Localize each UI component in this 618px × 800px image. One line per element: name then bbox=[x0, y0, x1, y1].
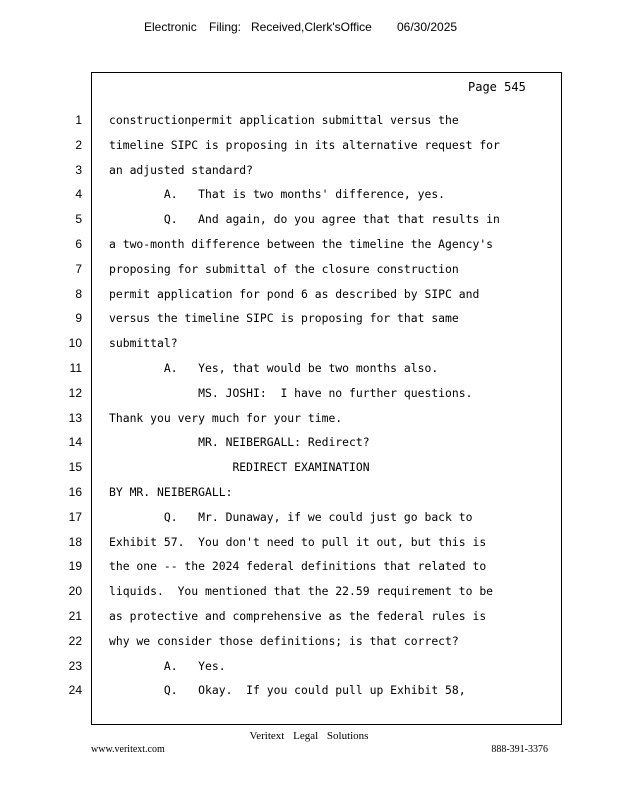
transcript-line bbox=[0, 108, 618, 132]
line-number: 20 bbox=[68, 584, 82, 599]
transcript-line bbox=[0, 306, 618, 330]
transcript-line bbox=[0, 406, 618, 430]
transcript-line bbox=[0, 257, 618, 281]
line-text: why we consider those definitions; is that correct? bbox=[109, 633, 459, 648]
line-number: 24 bbox=[68, 683, 82, 698]
line-number: 16 bbox=[68, 485, 82, 499]
transcript-line bbox=[0, 455, 618, 479]
line-number: 22 bbox=[68, 633, 82, 648]
header-filing: Filing: bbox=[209, 20, 242, 34]
header-received: Received,Clerk'sOffice bbox=[251, 20, 372, 34]
transcript-line bbox=[0, 629, 618, 653]
line-number: 23 bbox=[68, 658, 82, 673]
line-text: BY MR. NEIBERGALL: bbox=[109, 485, 233, 499]
line-text: constructionpermit application submittal versus the bbox=[109, 113, 459, 127]
transcript-line bbox=[0, 182, 618, 206]
transcript-line bbox=[0, 331, 618, 355]
transcript-line bbox=[0, 207, 618, 231]
transcript-line bbox=[0, 654, 618, 678]
line-text: versus the timeline SIPC is proposing for that same bbox=[109, 311, 459, 326]
line-text: Q. And again, do you agree that that results in bbox=[109, 212, 500, 227]
transcript-line bbox=[0, 505, 618, 529]
line-number: 11 bbox=[69, 361, 82, 375]
line-text: A. That is two months' difference, yes. bbox=[109, 187, 446, 202]
line-text: the one -- the 2024 federal definitions that related to bbox=[109, 559, 487, 574]
line-number: 12 bbox=[68, 385, 82, 400]
transcript-line bbox=[0, 604, 618, 628]
line-text: proposing for submittal of the closure construction bbox=[109, 261, 459, 276]
line-text: submittal? bbox=[109, 336, 178, 351]
line-number: 18 bbox=[68, 534, 82, 549]
line-number: 21 bbox=[68, 609, 82, 623]
line-text: MS. JOSHI: I have no further questions. bbox=[109, 385, 473, 400]
line-text: as protective and comprehensive as the federal rules is bbox=[109, 609, 487, 623]
line-text: an adjusted standard? bbox=[109, 162, 254, 177]
line-number: 13 bbox=[68, 410, 82, 425]
line-number: 15 bbox=[68, 460, 82, 475]
line-number: 6 bbox=[75, 237, 82, 251]
transcript-line bbox=[0, 554, 618, 578]
transcript-line bbox=[0, 678, 618, 702]
line-text: Exhibit 57. You don't need to pull it out, but this is bbox=[109, 534, 487, 549]
footer-website: www.veritext.com bbox=[91, 744, 165, 755]
line-number: 19 bbox=[68, 559, 82, 574]
line-number: 14 bbox=[68, 435, 82, 450]
line-number: 8 bbox=[75, 286, 82, 301]
line-text: MR. NEIBERGALL: Redirect? bbox=[109, 435, 370, 450]
line-text: Q. Okay. If you could pull up Exhibit 58, bbox=[109, 683, 466, 698]
line-number: 7 bbox=[75, 261, 82, 276]
line-text: REDIRECT EXAMINATION bbox=[109, 460, 370, 475]
line-number: 10 bbox=[68, 336, 82, 351]
transcript-line bbox=[0, 356, 618, 380]
line-number: 17 bbox=[68, 509, 82, 524]
header-electronic: Electronic bbox=[144, 20, 197, 34]
line-text: timeline SIPC is proposing in its alternative request for bbox=[109, 137, 500, 152]
transcript-line bbox=[0, 158, 618, 182]
line-number: 9 bbox=[75, 311, 82, 326]
transcript-line bbox=[0, 133, 618, 157]
transcript-line bbox=[0, 430, 618, 454]
transcript-line bbox=[0, 381, 618, 405]
filing-header bbox=[0, 20, 618, 38]
transcript-line bbox=[0, 282, 618, 306]
footer-phone: 888-391-3376 bbox=[491, 744, 548, 755]
line-text: A. Yes, that would be two months also. bbox=[109, 361, 439, 375]
line-text: a two-month difference between the timeline the Agency's bbox=[109, 237, 494, 251]
footer-company: Veritext Legal Solutions bbox=[249, 730, 369, 742]
line-number: 4 bbox=[75, 187, 82, 202]
line-text: permit application for pond 6 as described by SIPC and bbox=[109, 286, 480, 301]
line-text: liquids. You mentioned that the 22.59 requirement to be bbox=[109, 584, 494, 599]
line-text: Q. Mr. Dunaway, if we could just go back to bbox=[109, 509, 473, 524]
transcript-line bbox=[0, 480, 618, 504]
line-text: A. Yes. bbox=[109, 658, 226, 673]
header-date: 06/30/2025 bbox=[397, 20, 458, 34]
transcript-line bbox=[0, 232, 618, 256]
line-number: 3 bbox=[75, 162, 82, 177]
line-text: Thank you very much for your time. bbox=[109, 410, 343, 425]
page-number: Page 545 bbox=[468, 80, 526, 94]
transcript-line bbox=[0, 579, 618, 603]
line-number: 5 bbox=[75, 212, 82, 227]
line-number: 2 bbox=[75, 137, 82, 152]
transcript-line bbox=[0, 530, 618, 554]
line-number: 1 bbox=[75, 113, 82, 127]
